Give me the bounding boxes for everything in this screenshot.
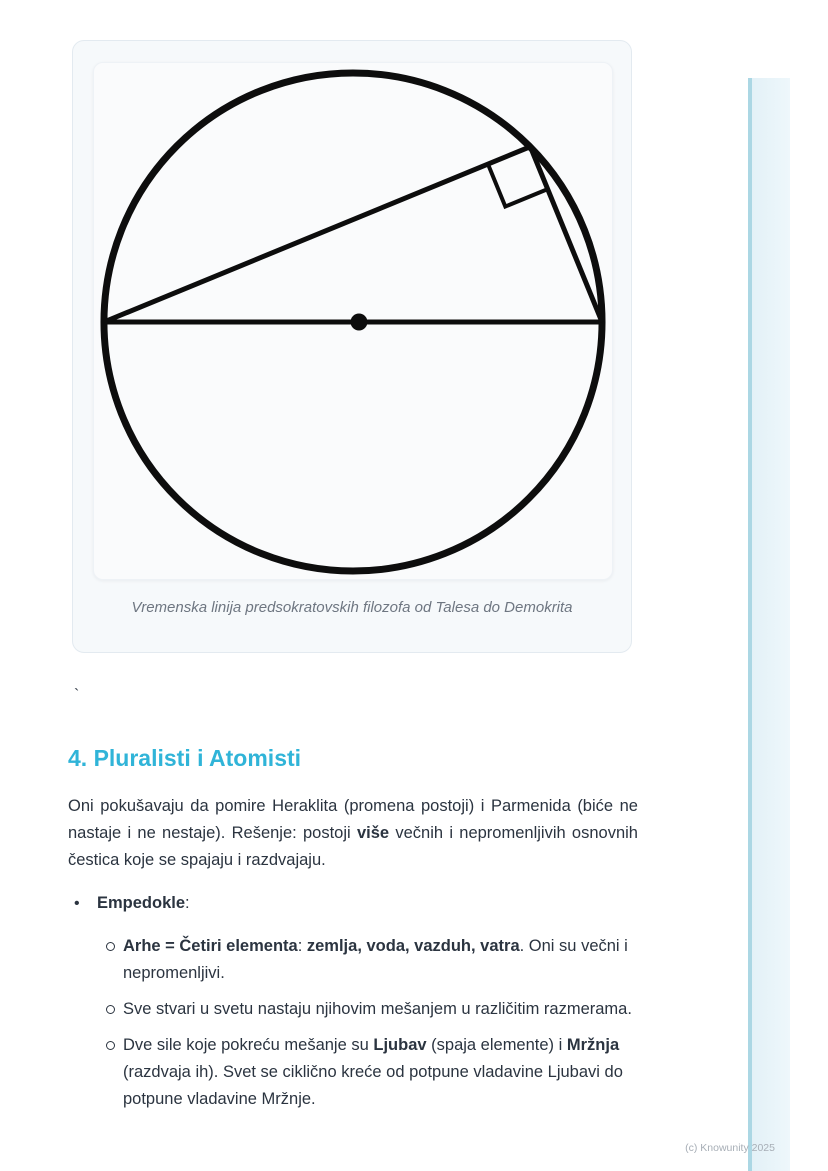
- bullet-circle-icon: [106, 1032, 123, 1059]
- center-dot: [351, 314, 368, 331]
- thales-circle-diagram: [94, 63, 612, 579]
- figure-caption: Vremenska linija predsokratovskih filozofa od Talesa do Demokrita: [131, 599, 573, 616]
- chord-left: [104, 147, 530, 322]
- bullet-disc-icon: •: [74, 895, 80, 912]
- sub-list-item-arhe: [106, 933, 646, 987]
- sub-list: [106, 933, 646, 1113]
- bullet-circle-icon: [106, 996, 123, 1023]
- section-heading: 4. Pluralisti i Atomisti: [68, 745, 302, 771]
- stray-backtick-character: `: [74, 687, 80, 704]
- sub-item-text: Sve stvari u svetu nastaju njihovim mešanjem u različitim razmerama.: [123, 1000, 632, 1018]
- copyright-notice: (c) Knowunity 2025: [685, 1142, 775, 1154]
- sub-item-text: Arhe = Četiri elementa: zemlja, voda, vazduh, vatra. Oni su večni i nepromenljivi.: [123, 937, 628, 982]
- sub-list-item-mesanje: [106, 996, 646, 1023]
- chord-right: [530, 147, 602, 322]
- intro-paragraph: Oni pokušavaju da pomire Heraklita (promena postoji) i Parmenida (biće ne nastaje i ne nestaje). Rešenje: postoji više večnih i nepromenljivih osnovnih čestica koje se spajaju i razdvajaju.: [68, 797, 638, 869]
- bullet-circle-icon: [106, 933, 123, 960]
- topic-list: [68, 890, 646, 1113]
- sub-item-text: Dve sile koje pokreću mešanje su Ljubav (spaja elemente) i Mržnja (razdvaja ih). Svet se ciklično kreće od potpune vladavine Ljubavi do potpune vladavine Mržnje.: [123, 1036, 623, 1108]
- sub-list-item-sile: [106, 1032, 646, 1113]
- page-edge-strip: [748, 78, 790, 1171]
- figure-card: [72, 40, 632, 653]
- figure-image-frame: [93, 62, 613, 580]
- list-item-empedokle: [68, 890, 646, 1113]
- list-item-label: Empedokle:: [97, 894, 190, 912]
